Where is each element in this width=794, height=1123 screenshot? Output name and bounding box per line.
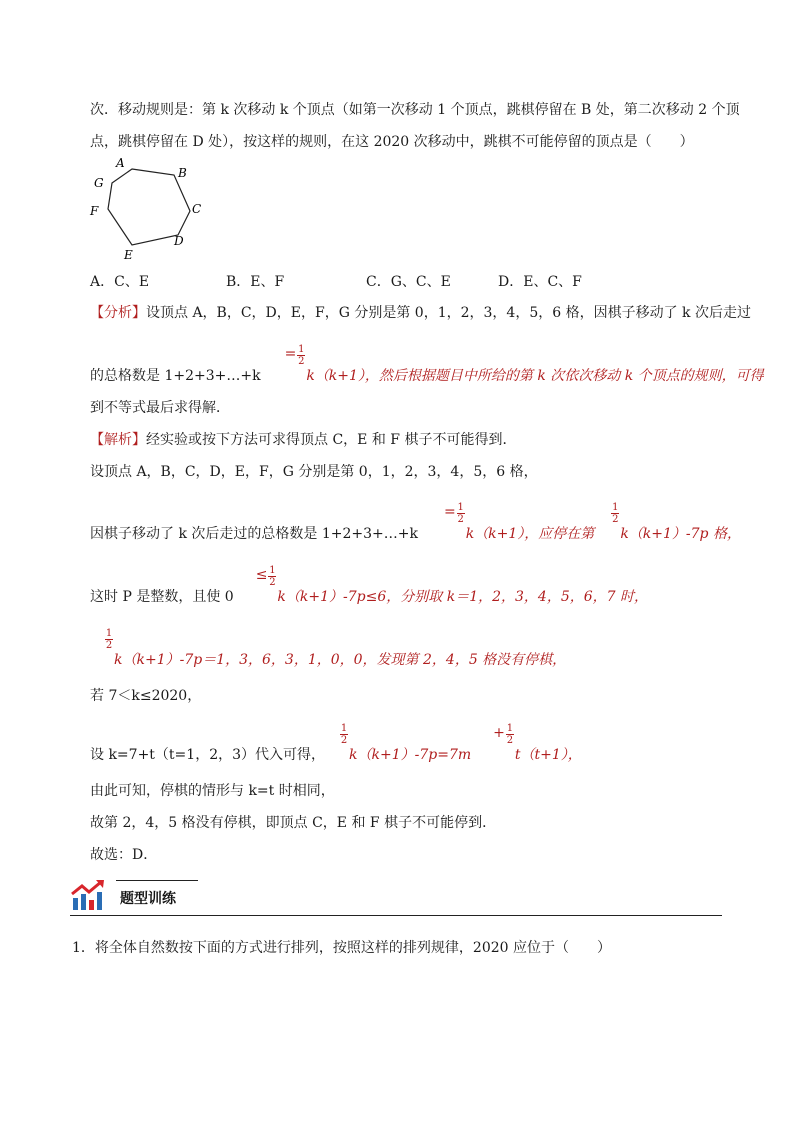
vertex-label-c: C xyxy=(192,202,202,216)
fraction-half: $\frac{1}{2}$ xyxy=(340,723,348,746)
section-header xyxy=(70,876,722,916)
vertex-label-d: D xyxy=(174,234,184,248)
vertex-label-g: G xyxy=(94,176,104,190)
fraction-half: $\frac{1}{2}$ xyxy=(612,502,619,525)
section-top-rule xyxy=(116,880,198,881)
solution-line-8: 由此可知，停棋的情形与 k=t 时相同， xyxy=(90,783,335,799)
solution-line-6: 若 7＜k≤2020， xyxy=(90,688,202,704)
solution-line-9: 故第 2，4，5 格没有停棋，即顶点 C，E 和 F 棋子不可能停到． xyxy=(90,815,497,831)
solution-line-3: 因棋子移动了 k 次后走过的总格数是 1+2+3+…+k= $\frac{1}{2}$ k（k+1），应停在第 $\frac{1}{2}$ k（k+1）-7p 格， xyxy=(90,502,741,542)
solution-line-5: $\frac{1}{2}$ k（k+1）-7p＝1，3，6，3，1，0，0，发现第 2，4，5 格没有停棋， xyxy=(105,628,567,668)
fraction-half: $\frac{1}{2}$ xyxy=(269,565,276,588)
solution-line-4: 这时 P 是整数，且使 0≤ $\frac{1}{2}$ k（k+1）-7p≤6，分别取 k＝1，2，3，4，5，6，7 时， xyxy=(90,565,648,605)
vertex-label-e: E xyxy=(124,248,133,262)
solution-line-2: 设顶点 A，B，C，D，E，F，G 分别是第 0，1，2，3，4，5，6 格， xyxy=(90,464,538,480)
solution-line-7: 设 k=7+t（t=1，2，3）代入可得， $\frac{1}{2}$ k（k+1）-7p=7m+ $\frac{1}{2}$ t（t+1）， xyxy=(90,723,582,763)
analysis-line-2: 的总格数是 1+2+3+…+k= $\frac{1}{2}$ k（k+1），然后根据题目中所给的第 k 次依次移动 k 个顶点的规则，可得 xyxy=(90,344,764,384)
section-divider xyxy=(70,915,722,916)
fraction-half: $\frac{1}{2}$ xyxy=(457,502,464,525)
fraction-half: $\frac{1}{2}$ xyxy=(105,628,113,651)
option-a[interactable]: A．C、E xyxy=(90,274,150,290)
problem-text-line-2: 点，跳棋停留在 D 处），按这样的规则，在这 2020 次移动中，跳棋不可能停留的顶点是（ ） xyxy=(90,134,694,150)
vertex-label-f: F xyxy=(90,204,99,218)
solution-tag: 【解析】 xyxy=(90,432,146,448)
heptagon-figure xyxy=(86,155,216,265)
problem-text-line-1: 次．移动规则是：第 k 次移动 k 个顶点（如第一次移动 1 个顶点，跳棋停留在 B 处，第二次移动 2 个顶 xyxy=(90,102,740,118)
section-title: 题型训练 xyxy=(120,891,176,907)
fraction-half: $\frac{1}{2}$ xyxy=(506,723,514,746)
solution-line-1: 【解析】经实验或按下方法可求得顶点 C，E 和 F 棋子不可能得到． xyxy=(90,432,517,448)
analysis-line-3: 到不等式最后求得解． xyxy=(90,400,230,416)
analysis-tag: 【分析】 xyxy=(90,305,146,321)
option-b[interactable]: B．E、F xyxy=(226,274,285,290)
solution-line-10: 故选：D． xyxy=(90,847,158,863)
option-d[interactable]: D．E、C、F xyxy=(498,274,582,290)
fraction-half: $\frac{1}{2}$ xyxy=(298,344,305,367)
vertex-label-b: B xyxy=(178,166,187,180)
analysis-line-1: 【分析】设顶点 A，B，C，D，E，F，G 分别是第 0，1，2，3，4，5，6 格，因棋子移动了 k 次后走过 xyxy=(90,305,751,321)
chart-growth-icon xyxy=(70,878,106,912)
question-1: 1．将全体自然数按下面的方式进行排列，按照这样的排列规律，2020 应位于（ ） xyxy=(72,940,611,956)
option-c[interactable]: C．G、C、E xyxy=(366,274,451,290)
vertex-label-a: A xyxy=(116,156,125,170)
